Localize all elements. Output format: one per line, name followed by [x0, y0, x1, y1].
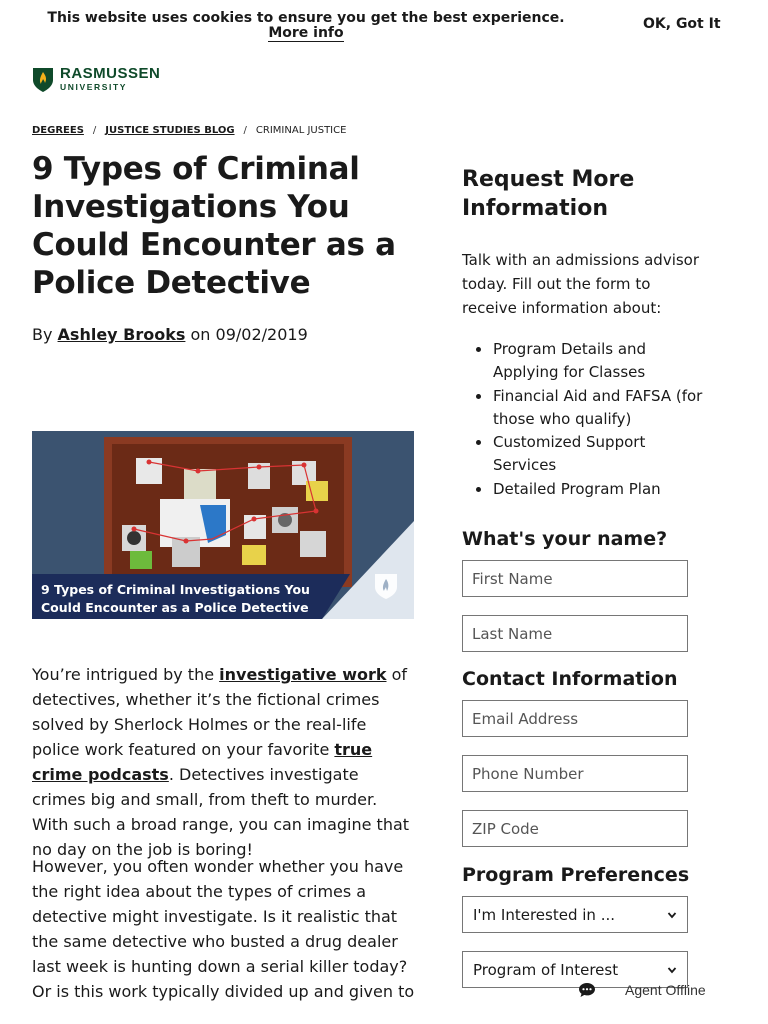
request-info-intro: Talk with an admissions advisor today. Fill out the form to receive information about: — [462, 251, 700, 317]
article-title: 9 Types of Criminal Investigations You Could Encounter as a Police Detective — [32, 151, 396, 301]
author-link[interactable]: Ashley Brooks — [57, 325, 186, 344]
article-paragraph-1 — [32, 662, 416, 862]
cookie-accept-button[interactable]: OK, Got It — [643, 16, 721, 32]
article-date: 09/02/2019 — [215, 325, 308, 344]
email-field[interactable] — [462, 700, 688, 737]
chevron-down-icon — [667, 965, 677, 975]
p1-text-1: You’re intrigued by the — [32, 665, 220, 684]
list-item: Detailed Program Plan — [493, 478, 713, 501]
cookie-banner — [0, 0, 768, 44]
interest-select[interactable] — [462, 896, 688, 933]
cookie-more-info — [0, 25, 612, 41]
list-item: Program Details and Applying for Classes — [493, 338, 713, 384]
breadcrumb-justice-blog[interactable]: JUSTICE STUDIES BLOG — [105, 125, 235, 136]
breadcrumb-current: CRIMINAL JUSTICE — [255, 125, 347, 136]
p1-text-3: . Detectives investigate crimes big and small, from theft to murder. With such a broad range, you can imagine that no day on the job is boring! — [32, 765, 410, 859]
zip-field[interactable] — [462, 810, 688, 847]
breadcrumb-separator: / — [243, 125, 247, 136]
byline-on: on — [190, 325, 211, 344]
phone-field[interactable] — [462, 755, 688, 792]
request-info-list — [493, 338, 713, 501]
first-name-field[interactable] — [462, 560, 688, 597]
p1-text-2: of detectives, whether it’s the fictional crimes solved by Sherlock Holmes or the real-life police work featured on your favorite — [32, 665, 408, 759]
program-select-value: Program of Interest — [473, 960, 619, 979]
breadcrumb-degrees[interactable]: DEGREES — [32, 125, 84, 136]
chat-status-label: Agent Offline — [625, 982, 706, 998]
list-item: Financial Aid and FAFSA (for those who qualify) — [493, 385, 713, 431]
cookie-message: This website uses cookies to ensure you get the best experience. — [47, 10, 565, 26]
name-heading: What's your name? — [462, 528, 668, 550]
hero-caption-line1: 9 Types of Criminal Investigations You — [41, 582, 310, 597]
byline-prefix: By — [32, 325, 53, 344]
chat-widget[interactable] — [578, 982, 706, 998]
rasmussen-logo[interactable] — [32, 64, 160, 94]
more-info-link[interactable]: More info — [268, 25, 344, 41]
breadcrumb-separator: / — [92, 125, 97, 136]
article-paragraph-2: However, you often wonder whether you have the right idea about the types of crimes a detective might investigate. Is it realistic that the same detective who busted a drug dealer last week is hunting down a serial killer today? Or is this work typically divided up and given to — [32, 857, 415, 1001]
true-crime-podcasts-link[interactable]: true crime podcasts — [32, 740, 373, 784]
chat-bubble-icon — [578, 982, 596, 998]
breadcrumb — [32, 125, 346, 136]
list-item: Customized Support Services — [493, 431, 713, 477]
investigative-work-link[interactable]: investigative work — [219, 665, 387, 684]
contact-heading: Contact Information — [462, 668, 678, 690]
hero-caption-line2: Could Encounter as a Police Detective — [41, 600, 309, 615]
chevron-down-icon — [667, 910, 677, 920]
flame-shield-icon — [32, 66, 54, 92]
logo-name: RASMUSSEN — [60, 65, 161, 83]
byline — [32, 325, 308, 344]
interest-select-value: I'm Interested in ... — [473, 905, 615, 924]
program-heading: Program Preferences — [462, 864, 690, 886]
logo-subtitle: UNIVERSITY — [60, 82, 128, 93]
hero-image — [32, 431, 414, 619]
last-name-field[interactable] — [462, 615, 688, 652]
request-info-title: Request More Information — [462, 167, 635, 221]
